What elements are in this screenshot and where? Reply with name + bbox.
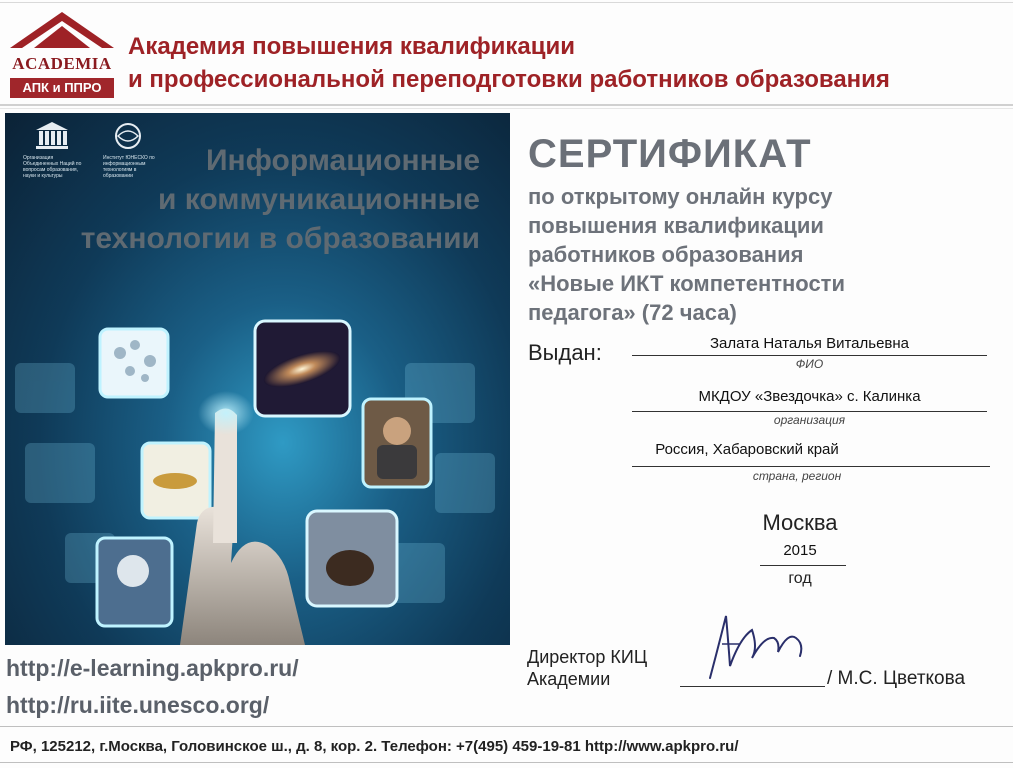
- cover-title-line2: и коммуникационные: [157, 183, 480, 216]
- issue-city: Москва: [762, 510, 838, 535]
- year-caption: год: [788, 570, 812, 587]
- footer-divider-bottom: [0, 762, 1013, 763]
- footer-address: РФ, 125212, г.Москва, Головинское ш., д. 8, кор. 2. Телефон: +7(495) 459-19-81 http://www.apkpro.ru/: [10, 738, 739, 755]
- header-divider-thin: [0, 108, 1013, 109]
- cover-title: [25, 141, 480, 258]
- region-caption: страна, регион: [752, 469, 842, 483]
- unesco-caption: Организация Объединенных Наций по вопросам образования, науки и культуры: [23, 155, 82, 179]
- director-signature: [700, 608, 820, 688]
- issued-label: Выдан:: [528, 340, 602, 365]
- course-line3: работников образования: [528, 242, 804, 267]
- director-label: [527, 646, 647, 690]
- region-value: Россия, Хабаровский край: [655, 441, 839, 458]
- certificate-title: СЕРТИФИКАТ: [528, 132, 812, 176]
- unesco-link[interactable]: http://ru.iite.unesco.org/: [6, 692, 270, 718]
- organization-underline: [632, 411, 987, 412]
- top-border: [0, 2, 1013, 3]
- issue-year: 2015: [783, 542, 817, 559]
- director-label-line1: Директор КИЦ: [527, 647, 648, 667]
- cover-title-line3: технологии в образовании: [80, 222, 480, 255]
- course-line4: «Новые ИКТ компетентности: [528, 271, 845, 296]
- organization-name: МКДОУ «Звездочка» с. Калинка: [698, 388, 921, 405]
- course-description: [528, 182, 998, 327]
- recipient-name: Залата Наталья Витальевна: [709, 335, 910, 352]
- academy-name: [128, 30, 1008, 96]
- academy-logo: [6, 10, 118, 98]
- organization-caption: организация: [773, 413, 846, 427]
- academy-name-line1: Академия повышения квалификации: [128, 33, 575, 60]
- course-line5: педагога» (72 часа): [528, 300, 737, 325]
- logo-badge: АПК и ППРО: [10, 78, 114, 98]
- signature-line: [680, 686, 825, 687]
- year-underline: [760, 565, 846, 566]
- logo-wordmark: ACADEMIA: [12, 54, 112, 73]
- course-cover-image: [5, 113, 510, 645]
- recipient-caption: ФИО: [795, 357, 824, 371]
- director-label-line2: Академии: [527, 669, 611, 689]
- iite-caption: Институт ЮНЕСКО по информационным технологиям в образовании: [103, 155, 155, 179]
- region-underline: [632, 466, 990, 467]
- elearning-link[interactable]: http://e-learning.apkpro.ru/: [6, 655, 299, 681]
- cover-title-line1: Информационные: [205, 144, 480, 177]
- director-name: / М.С. Цветкова: [827, 668, 966, 689]
- course-line2: повышения квалификации: [528, 213, 824, 238]
- academy-name-line2: и профессиональной переподготовки работников образования: [128, 66, 890, 93]
- recipient-underline: [632, 355, 987, 356]
- course-line1: по открытому онлайн курсу: [528, 184, 833, 209]
- footer-divider-top: [0, 726, 1013, 727]
- academy-roof-icon: [6, 10, 118, 52]
- header-divider: [0, 104, 1013, 106]
